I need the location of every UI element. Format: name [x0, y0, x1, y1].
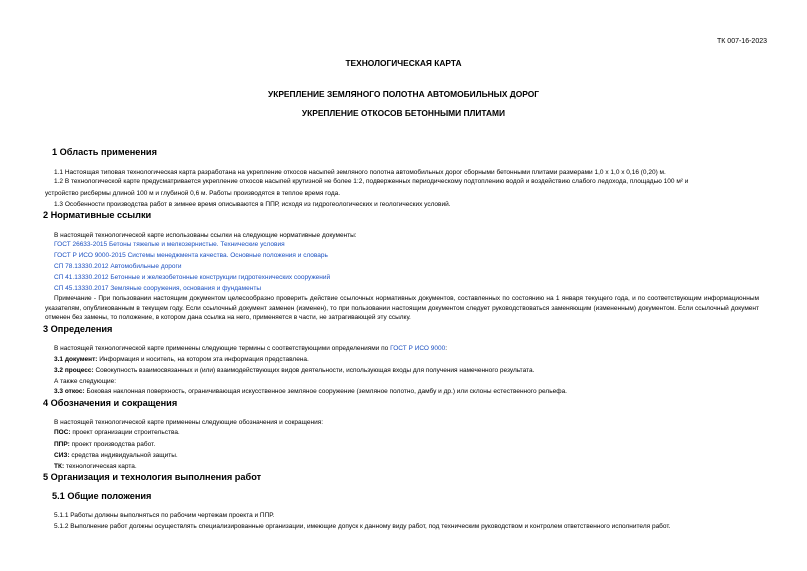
section-2-note: Примечание - При пользовании настоящим документом целесообразно проверить действие ссылочных нормативных документов, составленных по состоянию на 1 января текущего года, и по соответствующим информационным указателям, опубликованным в текущем году. Если ссылочный документ заменен (изменен), то при пользовании настоящим документом следует руководствоваться заменяющим (измененным) документом. Если ссылочный документ отменен без замены, то положение, в котором дана ссылка на него, применяется в части, не затрагивающей эту ссылку.: [45, 295, 759, 321]
definition-slope: [54, 387, 567, 396]
document-code: ТК 007-16-2023: [717, 38, 767, 45]
section-2-heading: 2 Нормативные ссылки: [43, 210, 152, 220]
section-1-paragraph-2-line-2: устройство рисбермы длиной 100 м и глубиной 0,6 м. Работы производятся в теплое время года.: [45, 190, 341, 197]
section-5-heading: 5 Организация и технология выполнения работ: [43, 472, 262, 482]
normative-ref-link[interactable]: СП 78.13330.2012 Автомобильные дороги: [54, 263, 182, 270]
section-3-intro: [54, 344, 447, 353]
section-4-intro: В настоящей технологической карте применены следующие обозначения и сокращения:: [54, 419, 324, 426]
section-2-intro: В настоящей технологической карте использованы ссылки на следующие нормативные документы:: [54, 232, 357, 239]
definition-term: 3.1 документ:: [54, 356, 98, 363]
abbreviation-term: ТК:: [54, 463, 65, 470]
document-title: ТЕХНОЛОГИЧЕСКАЯ КАРТА: [345, 58, 462, 68]
document-subtitle-1: УКРЕПЛЕНИЕ ЗЕМЛЯНОГО ПОЛОТНА АВТОМОБИЛЬНЫХ ДОРОГ: [268, 89, 539, 99]
abbreviation-term: СИЗ:: [54, 452, 70, 459]
abbreviation-item: [54, 462, 137, 471]
section-5-1-heading: 5.1 Общие положения: [52, 491, 152, 501]
definition-process: [54, 366, 534, 375]
abbreviation-term: ПОС:: [54, 429, 71, 436]
definitions-also-label: А также следующие:: [54, 378, 117, 385]
definition-text: Боковая наклонная поверхность, ограничивающая искусственное земляное сооружение (земляное полотно, дамбу и др.) или склоны естественного рельефа.: [84, 388, 567, 395]
abbreviation-item: [54, 440, 155, 449]
definition-term: 3.3 откос:: [54, 388, 85, 395]
section-1-paragraph-1: 1.1 Настоящая типовая технологическая карта разработана на укрепление откосов насыпей земляного полотна автомобильных дорог сборными бетонными плитами размерами 1,0 x 1,0 x 0,16 (0,20) м.: [54, 169, 666, 176]
abbreviation-item: [54, 451, 178, 460]
section-4-heading: 4 Обозначения и сокращения: [43, 398, 178, 408]
abbreviation-term: ППР:: [54, 441, 70, 448]
definition-text: Информация и носитель, на котором эта информация представлена.: [97, 356, 309, 363]
abbreviation-text: проект производства работ.: [69, 441, 156, 448]
document-subtitle-2: УКРЕПЛЕНИЕ ОТКОСОВ БЕТОННЫМИ ПЛИТАМИ: [301, 108, 506, 118]
normative-ref-link[interactable]: СП 41.13330.2012 Бетонные и железобетонные конструкции гидротехнических сооружений: [54, 274, 331, 281]
section-1-heading: 1 Область применения: [52, 147, 157, 157]
abbreviation-item: [54, 428, 180, 437]
definition-term: 3.2 процесс:: [54, 367, 94, 374]
section-5-1-paragraph-1: 5.1.1 Работы должны выполняться по рабочим чертежам проекта и ППР.: [54, 512, 275, 519]
abbreviation-text: проект организации строительства.: [70, 429, 180, 436]
section-3-intro-end: :: [445, 345, 448, 352]
gost-iso-9000-link[interactable]: ГОСТ Р ИСО 9000: [390, 345, 446, 352]
section-1-paragraph-2-line-1: 1.2 В технологической карте предусматривается укрепление откосов насыпей крутизной не более 1:2, подверженных периодическому подтоплению водой и воздействию слабого ледохода, площадью 100 м² и: [54, 178, 689, 185]
abbreviation-text: средства индивидуальной защиты.: [69, 452, 178, 459]
normative-ref-link[interactable]: СП 45.13330.2017 Земляные сооружения, основания и фундаменты: [54, 285, 261, 292]
section-3-intro-text: В настоящей технологической карте применены следующие термины с соответствующими определениями по: [54, 345, 389, 352]
definition-text: Совокупность взаимосвязанных и (или) взаимодействующих видов деятельности, использующая входы для получения намеченного результата.: [93, 367, 535, 374]
abbreviation-text: технологическая карта.: [64, 463, 137, 470]
normative-ref-link[interactable]: ГОСТ Р ИСО 9000-2015 Системы менеджмента качества. Основные положения и словарь: [54, 252, 328, 259]
section-1-paragraph-3: 1.3 Особенности производства работ в зимнее время описываются в ППР, исходя из гидрогеологических и геологических условий.: [54, 201, 451, 208]
section-5-1-paragraph-2: 5.1.2 Выполнение работ должны осуществлять специализированные организации, имеющие допуск к данному виду работ, под техническим руководством и контролем ответственного исполнителя работ.: [54, 523, 671, 530]
normative-ref-link[interactable]: ГОСТ 26633-2015 Бетоны тяжелые и мелкозернистые. Технические условия: [54, 241, 285, 248]
section-3-heading: 3 Определения: [43, 324, 113, 334]
definition-document: [54, 355, 309, 364]
